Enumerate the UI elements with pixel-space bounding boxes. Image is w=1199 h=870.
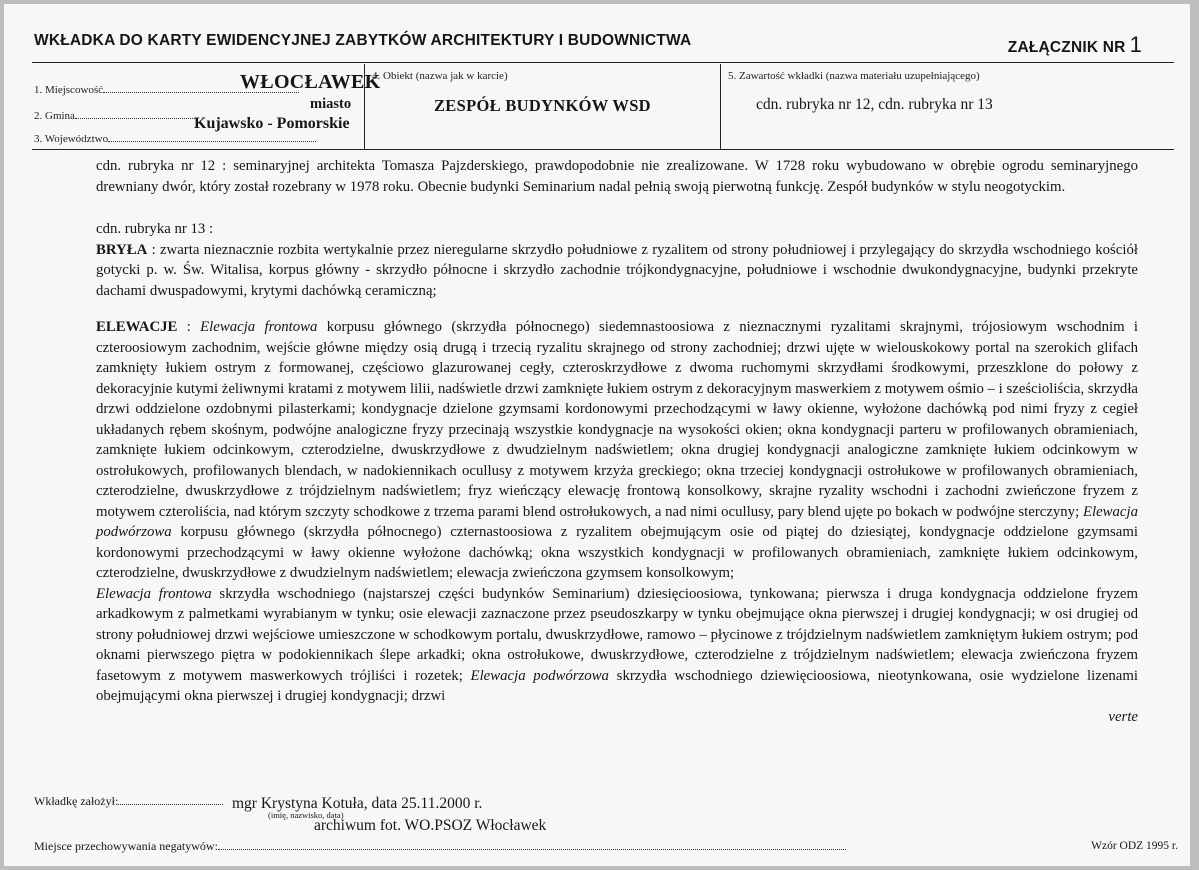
negatives-label: Miejsce przechowywania negatywów: <box>34 839 218 853</box>
elewacje-separator: : <box>177 319 201 335</box>
column-divider-2 <box>720 64 721 149</box>
document-title: WKŁADKA DO KARTY EWIDENCYJNEJ ZABYTKÓW ARCHITEKTURY I BUDOWNICTWA <box>34 32 692 49</box>
commune-label: 2. Gmina <box>34 110 75 122</box>
negatives-field <box>34 839 846 854</box>
east-front-heading: Elewacja frontowa <box>96 585 212 602</box>
voivodeship-value: Kujawsko - Pomorskie <box>194 115 350 132</box>
attachment-label: ZAŁĄCZNIK NR <box>1007 39 1126 56</box>
object-label: 4. Obiekt (nazwa jak w karcie) <box>372 70 508 82</box>
archive-value: archiwum fot. WO.PSOZ Włocławek <box>314 817 547 834</box>
elewacje-heading: ELEWACJE <box>96 319 178 335</box>
spacer <box>96 197 1138 219</box>
section-12-paragraph: cdn. rubryka nr 12 : seminaryjnej architekta Tomasza Pajzderskiego, prawdopodobnie nie zrealizowane. W 1728 roku wybudowano w obrębie ogrodu seminaryjnego drewniany dwór, który został rozebrany w 1978 roku. Obecnie budynki Seminarium nadal pełnią swoją pierwotną funkcję. Zespół budynków w stylu neogotyckim. <box>96 158 1138 195</box>
record-card-sheet <box>4 4 1190 866</box>
commune-field <box>34 110 195 122</box>
contents-label: 5. Zawartość wkładki (nazwa materiału uzupełniającego) <box>728 70 980 82</box>
east-courtyard-text: skrzydła wschodniego dziewięcioosiowa, nieotynkowana, osie wydzielone lizenami obejmującymi okna pierwszej i drugiej kondygnacji; drzwi <box>96 667 1138 704</box>
form-reference: Wzór ODZ 1995 r. <box>1091 840 1178 852</box>
front-elevation-heading: Elewacja frontowa <box>200 319 318 335</box>
continuation-text <box>96 156 1138 727</box>
locality-label: 1. Miejscowość <box>34 84 104 96</box>
front-elevation-text: korpusu głównego (skrzydła północnego) siedemnastoosiowa z nieznacznymi ryzalitami skrajnymi, trójosiowym wschodnim i czteroosiowym zachodnim, wejście główne między osią drugą i trzecią ryzalitu skrajnego od strony zachodniej; drzwi ujęte w wielouskokowy portal na szerokich glifach zamknięty łukiem ostrym z formowanej, częściowo glazurowanej cegły, czteroskrzydłowe z dwoma ruchomymi skrzydłami środkowymi, przeszklone do połowy z dekoracyjnie kutymi żeliwnymi kratami z motywem lilii, nadświetle drzwi zamknięte łukiem ostrym z dekoracyjnym maswerkiem z motywem ośmio – i sześcioliścia, skrzydła drzwi oddzielone ozdobnymi pilasterkami; kondygnacje dzielone gzymsami kordonowymi przechodzącymi w ławy okienne, wyłożone dachówką pod nimi fryzy z cegieł układanych rębem skośnym, podwójne analogiczne fryzy przecinają wszystkie kondygnacje na wysokości okien; okna kondygnacji parteru w profilowanych obramieniach, zamknięte łukiem odcinkowym, czterodzielne, dwuskrzydłowe z dwudzielnym nadświetlem; okna drugiej kondygnacji analogiczne zamknięte łukiem odcinkowym w ostrołukowych, profilowanych blendach, w nadokiennikach ocullusy z motywem krzyża greckiego; okna trzeciej kondygnacji ostrołukowe w profilowanych obramieniach, czterodzielne, dwuskrzydłowe z trójdzielnym nadświetlem; fryz wieńczący elewację frontową konsolkowy, skrajne ryzality wschodni i zachodni zwieńczone fryzem z motywem czteroliścia, nad którym szczyty schodkowe z trzema parami blend ostrołukowych, a nad nimi ocullusy, pary blend ujęte po bokach w podwójne sterczyny; <box>96 319 1139 520</box>
locality-value: WŁOCŁAWEK <box>240 71 381 93</box>
section-13-intro: cdn. rubryka nr 13 : <box>96 221 214 237</box>
bryla-paragraph <box>96 240 1138 302</box>
negatives-dots <box>218 849 846 850</box>
created-by-dots <box>118 804 223 805</box>
created-by-label: Wkładkę założył: <box>34 794 119 808</box>
commune-value: miasto <box>310 96 352 112</box>
header-rule-bottom <box>32 149 1174 150</box>
commune-dots <box>75 118 195 119</box>
attachment-number-value: 1 <box>1129 32 1142 57</box>
voivodeship-field <box>34 133 316 145</box>
attachment-number <box>1008 32 1142 58</box>
courtyard-elevation-heading: Elewacja podwórzowa <box>96 503 1138 540</box>
east-courtyard-heading: Elewacja podwórzowa <box>470 667 609 684</box>
author-hint: (imię, nazwisko, data) <box>268 810 344 820</box>
header-rule-top <box>32 62 1174 63</box>
elewacje-paragraph <box>96 317 1138 584</box>
author-value: mgr Krystyna Kotuła, data 25.11.2000 r. <box>232 795 483 812</box>
contents-value: cdn. rubryka nr 12, cdn. rubryka nr 13 <box>756 96 993 113</box>
voivodeship-dots <box>108 141 316 142</box>
spacer <box>96 301 1138 317</box>
east-wing-paragraph <box>96 584 1138 707</box>
east-front-text: skrzydła wschodniego (najstarszej części budynków Seminarium) dziesięcioosiowa, tynkowana; pierwsza i druga kondygnacja oddzielone fryzem arkadkowym z palmetkami wyrabianym w tynku; osie elewacji zaznaczone przez pseudoszkarpy w tynku obejmujące okna pierwszej i drugiej kondygnacji; w osi drugiej od strony południowej drzwi wejściowe umieszczone w schodkowym portalu, dwuskrzydłowe, ramowo – płycinowe z trójdzielnym nadświetlem zamkniętym łukiem ostrym; pod oknami pierwszego piętra w podokiennikach ślepe arkadki; okna ostrołukowe, dwuskrzydłowe, czterodzielne z trójdzielnym nadświetlem; elewacja zwieńczona fryzem fasetowym z motywem maswerkowych trójliści i rozetek; <box>96 585 1139 684</box>
voivodeship-label: 3. Województwo <box>34 133 109 145</box>
bryla-heading: BRYŁA <box>96 241 148 258</box>
created-by-field <box>34 794 223 809</box>
courtyard-elevation-text: korpusu głównego (skrzydła północnego) czternastoosiowa z ryzalitem obejmującym osie od piątej do dziesiątej, kondygnacje oddzielone gzymsami kordonowymi przechodzącymi w ławy okienne wyłożone dachówką; okna wszystkich kondygnacji w profilowanych obramieniach, zamknięte łukiem odcinkowym, czterodzielne, dwuskrzydłowe z dwudzielnym nadświetlem; elewacja zwieńczona gzymsem konsolkowym; <box>96 524 1138 581</box>
catchword-verte: verte <box>1108 708 1138 725</box>
object-value: ZESPÓŁ BUDYNKÓW WSD <box>434 96 651 115</box>
bryla-text: : zwarta nieznacznie rozbita wertykalnie przez nieregularne skrzydło południowe z ryzalitem od strony południowej i przylegający do skrzydła wschodniego kościół gotycki p. w. Św. Witalisa, korpus główny - skrzydło północne i skrzydło zachodnie trójkondygnacyjne, południowe i wschodnie dwukondygnacyjne, budynki przekryte dachami dwuspadowymi, krytymi dachówką ceramiczną; <box>96 241 1138 299</box>
